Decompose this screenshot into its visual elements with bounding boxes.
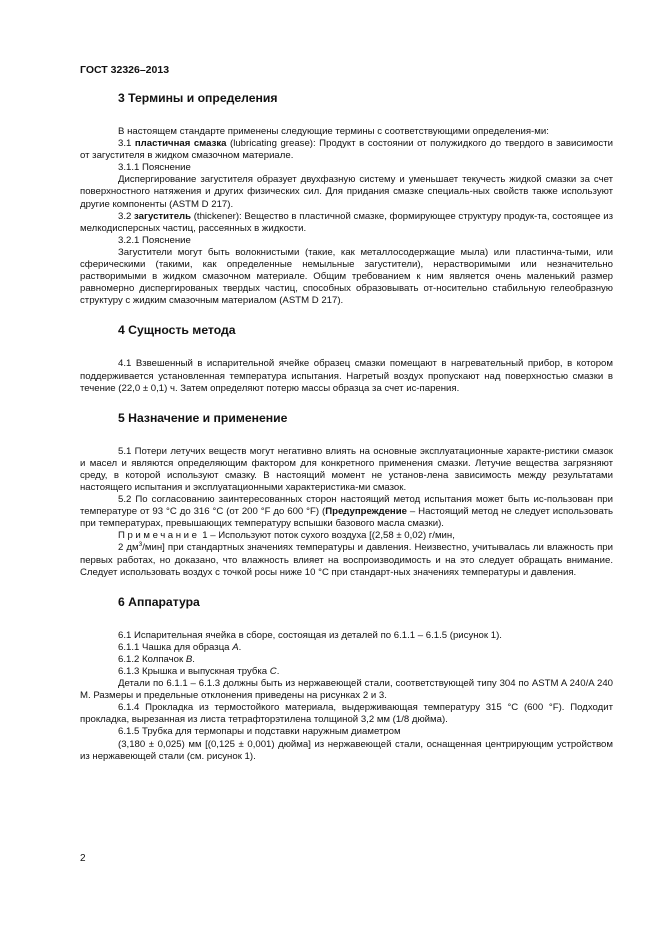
- section-4-title: 4 Сущность метода: [118, 323, 236, 338]
- term-3-1-name: пластичная смазка: [134, 138, 227, 150]
- term-3-1-1-heading: 3.1.1 Пояснение: [118, 162, 191, 174]
- term-3-2-1-heading: 3.2.1 Пояснение: [118, 234, 191, 246]
- note-label: Примечание: [118, 530, 200, 542]
- term-3-2-1-text: Загустители могут быть волокнистыми (такие, как металлосодержащие мыла) или пластинча-тыми, или сферическими (такими, как определенные немыльные загустители), нерастворимыми или незначительно растворимыми в жидком смазочном материале. Общим требованием к ним является очень маленький размер равномерно диспергированых твердых частиц, способных образовывать от-носительно стабильную гелеобразную структуру с жидким смазочным материалом (ASTM D 217).: [80, 246, 613, 307]
- note-1-part-b1: 2 дм: [118, 542, 139, 554]
- section-4: [80, 323, 613, 394]
- para-5-2: [80, 494, 613, 530]
- para-5-2-start: 5.2 По согласованию заинтересованных сторон настоящий метод испытания может быть ис-пользован при температуре от 93 °С до 316 °С (от 200 °F до 600 °F) (: [80, 494, 613, 518]
- para-6-1-2-text: 6.1.2 Колпачок: [118, 653, 186, 665]
- page-body: [80, 91, 613, 763]
- page-number: 2: [80, 853, 86, 864]
- document-code-header: ГОСТ 32326–2013: [80, 64, 170, 76]
- section-6: [80, 595, 613, 763]
- note-1-line: [80, 530, 613, 542]
- section-6-title: 6 Аппаратура: [118, 594, 200, 609]
- para-6-1-3-text: 6.1.3 Крышка и выпускная трубка: [118, 666, 270, 677]
- section-3-intro: В настоящем стандарте применены следующие термины с соответствующими определения-ми:: [118, 126, 549, 137]
- para-details: Детали по 6.1.1 – 6.1.3 должны быть из нержавеющей стали, соответствующей типу 304 по ASTM A 240/A 240 M. Размеры и предельные отклонения приведены на рисунках 2 и 3.: [80, 678, 613, 702]
- term-3-1-definition: (lubricating grease): Продукт в состоянии от полужидкого до твердого в зависимости от загустителя в жидком смазочном материале.: [80, 138, 613, 162]
- para-6-1-1: 6.1.1 Чашка для образца А.: [118, 641, 242, 653]
- note-1-continuation: [80, 542, 613, 578]
- part-letter-b: В: [185, 653, 193, 665]
- para-6-1-5: 6.1.5 Трубка для термопары и подставки наружным диаметром: [118, 726, 401, 738]
- para-6-1-3: 6.1.3 Крышка и выпускная трубка С.: [118, 666, 280, 677]
- para-6-1-5-continuation: (3,180 ± 0,025) мм [(0,125 ± 0,001) дюйма] из нержавеющей стали, оснащенная центрирующим устройством из нержавеющей стали (см. рисунок 1).: [80, 738, 613, 762]
- para-4-1: 4.1 Взвешенный в испарительной ячейке образец смазки помещают в нагревательный прибор, в котором поддерживается установленная температура испытания. Нагретый воздух пропускают над поверхностью смазки в течение (22,0 ± 0,1) ч. Затем определяют потерю массы образца за счет ис-парения.: [80, 358, 613, 394]
- term-3-1-1-text: Диспергирование загустителя образует двухфазную систему и уменьшает текучесть жидкой смазки за счет поверхностного натяжения и других физических сил. Для придания смазке специаль-ных свойств также используют другие компоненты (ASTM D 217).: [80, 174, 613, 210]
- term-3-2-definition: (thickener): Вещество в пластичной смазке, формирующее структуру продук-та, состоящее из мелкодисперсных частиц, рассеянных в жидкости.: [80, 210, 613, 234]
- note-1-superscript: 3: [138, 541, 143, 549]
- term-3-1: [80, 138, 613, 162]
- part-letter-c: С: [269, 666, 277, 677]
- section-5: [80, 411, 613, 579]
- term-3-2-number: 3.2: [118, 210, 135, 222]
- para-6-1-2: 6.1.2 Колпачок В.: [118, 653, 195, 665]
- term-3-1-number: 3.1: [118, 138, 135, 150]
- section-5-title: 5 Назначение и применение: [118, 410, 288, 425]
- part-letter-a: А: [232, 641, 239, 653]
- term-3-2: [80, 211, 613, 235]
- note-1-part-b2: /мин] при стандартных значениях температуры и давления. Неизвестно, учитывалась ли влажность при первых работах, но доказано, что влажность влияет на воспроизводимость и на это следует обращать внимание. Следует использовать воздух с точкой росы ниже 10 °С при стандарт-ных значениях температуры и давления.: [80, 542, 613, 578]
- para-6-1: 6.1 Испарительная ячейка в сборе, состоящая из деталей по 6.1.1 – 6.1.5 (рисунок 1).: [118, 629, 502, 641]
- note-1-start: 1 – Используют поток сухого воздуха [(2,58 ± 0,02) г/мин,: [199, 530, 455, 542]
- para-5-1: 5.1 Потери летучих веществ могут негативно влиять на основные эксплуатационные характе-ристики смазок и масел и являются определяющим фактором для конкретного применения смазки. Летучие вещества загрязняют среду, в которой используют смазку. В настоящий момент не установ-лена зависимость между результатами настоящего испытания и эксплуатационными характеристика-ми смазок.: [80, 445, 613, 493]
- para-6-1-4: 6.1.4 Прокладка из термостойкого материала, выдерживающая температуру 315 °С (600 °F). Подходит прокладка, вырезанная из листа тетрафторэтилена толщиной 3,2 мм (1/8 дюйма).: [80, 702, 613, 726]
- para-6-1-1-text: 6.1.1 Чашка для образца: [118, 641, 233, 653]
- para-5-2-end: – Настоящий метод не следует использовать при температурах, превышающих температуру вспышки базового масла смазки).: [80, 506, 613, 530]
- term-3-2-name: загуститель: [134, 210, 192, 222]
- section-3-title: 3 Термины и определения: [118, 91, 278, 105]
- warning-label: Предупреждение: [325, 506, 407, 518]
